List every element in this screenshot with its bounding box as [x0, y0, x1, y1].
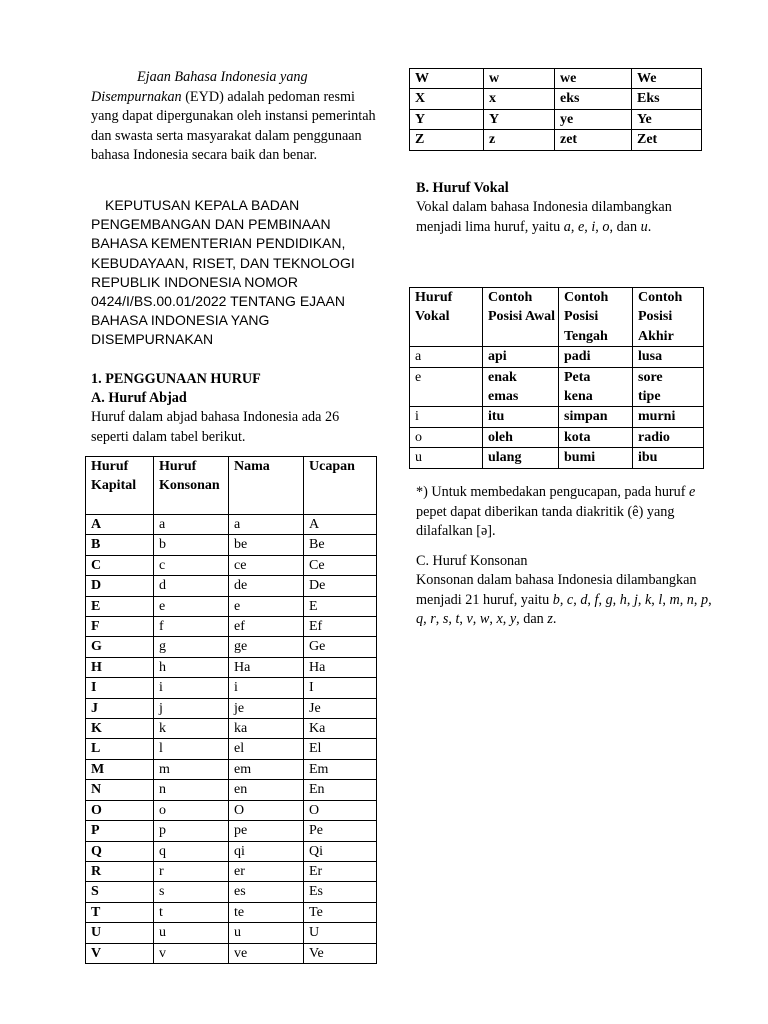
table-row: [86, 515, 377, 535]
letter: f: [594, 591, 599, 608]
table-cell: l: [154, 739, 229, 759]
section-b-heading: B. Huruf Vokal: [416, 180, 509, 196]
letter: n: [686, 591, 694, 608]
table-cell: te: [229, 902, 304, 922]
table-cell: O: [229, 800, 304, 820]
table-cell: i: [154, 678, 229, 698]
table-cell: e: [229, 596, 304, 616]
table-cell: e: [154, 596, 229, 616]
table-cell: Zet: [632, 130, 702, 150]
table-cell: V: [86, 943, 154, 963]
table-cell: api: [483, 347, 559, 367]
letter: j: [633, 591, 638, 608]
table-cell: o: [410, 427, 483, 447]
table-cell: ye: [555, 109, 632, 129]
table-cell: v: [154, 943, 229, 963]
table-cell: E: [304, 596, 377, 616]
table-cell: t: [154, 902, 229, 922]
table-cell: Ve: [304, 943, 377, 963]
table-row: [86, 698, 377, 718]
table-cell: h: [154, 657, 229, 677]
table-cell: padi: [559, 347, 633, 367]
table-cell: Er: [304, 861, 377, 881]
table-cell: g: [154, 637, 229, 657]
table-cell: Y: [484, 109, 555, 129]
table-cell: Q: [86, 841, 154, 861]
table-cell: n: [154, 780, 229, 800]
table-cell: B: [86, 535, 154, 555]
letter: i: [591, 218, 596, 235]
table-cell: q: [154, 841, 229, 861]
table-cell: b: [154, 535, 229, 555]
table-cell: S: [86, 882, 154, 902]
table-row: [86, 739, 377, 759]
table-cell: Ef: [304, 617, 377, 637]
intro-body: (EYD) adalah pedoman resmi yang dapat dipergunakan oleh instansi pemerintah dan swasta serta masyarakat dalam penggunaan bahasa Indonesia secara baik dan benar.: [91, 88, 376, 164]
letter: p: [700, 591, 709, 608]
table-row: [86, 678, 377, 698]
table-cell: ge: [229, 637, 304, 657]
table-row: [86, 902, 377, 922]
table-cell: be: [229, 535, 304, 555]
table-cell: Ge: [304, 637, 377, 657]
eyd-title: Ejaan Bahasa Indonesia yang Disempurnakan: [91, 69, 308, 105]
letter: u: [640, 218, 648, 235]
table-cell: a: [410, 347, 483, 367]
table-cell: C: [86, 555, 154, 575]
table-cell: Em: [304, 759, 377, 779]
table-cell: Qi: [304, 841, 377, 861]
table-cell: X: [410, 89, 484, 109]
column-header: Contoh Posisi Awal: [483, 288, 559, 347]
table-cell: je: [229, 698, 304, 718]
table-cell: O: [86, 800, 154, 820]
letter: a: [563, 218, 571, 235]
table-cell: J: [86, 698, 154, 718]
table-cell: Peta kena: [559, 367, 633, 407]
table-row: [86, 841, 377, 861]
letter: v: [466, 611, 473, 628]
table-cell: Te: [304, 902, 377, 922]
letter: s: [442, 611, 449, 628]
table-cell: we: [555, 69, 632, 89]
letter: d: [580, 591, 588, 608]
table-cell: el: [229, 739, 304, 759]
column-header: Ucapan: [304, 457, 377, 515]
table-cell: Je: [304, 698, 377, 718]
table-cell: ef: [229, 617, 304, 637]
table-cell: z: [484, 130, 555, 150]
table-cell: P: [86, 821, 154, 841]
letter: o: [602, 218, 610, 235]
table-cell: zet: [555, 130, 632, 150]
table-row: [86, 821, 377, 841]
table-cell: Be: [304, 535, 377, 555]
table-row: [86, 657, 377, 677]
table-cell: Es: [304, 882, 377, 902]
table-cell: pe: [229, 821, 304, 841]
section-b-text: Vokal dalam bahasa Indonesia dilambangkan menjadi lima huruf, yaitu a, e, i, o, dan u.: [416, 199, 672, 235]
table-row: [86, 923, 377, 943]
table-cell: L: [86, 739, 154, 759]
table-cell: W: [410, 69, 484, 89]
table-row: [86, 943, 377, 963]
table-row: [86, 759, 377, 779]
table-cell: Ha: [229, 657, 304, 677]
column-header: Contoh Posisi Akhir: [633, 288, 704, 347]
section-a-text: Huruf dalam abjad bahasa Indonesia ada 26 seperti dalam tabel berikut.: [91, 409, 340, 445]
letter: m: [669, 591, 680, 608]
table-cell: k: [154, 719, 229, 739]
table-cell: R: [86, 861, 154, 881]
table-cell: Ye: [632, 109, 702, 129]
table-cell: G: [86, 637, 154, 657]
table-cell: Ka: [304, 719, 377, 739]
table-cell: f: [154, 617, 229, 637]
table-row: [410, 347, 704, 367]
table-cell: murni: [633, 407, 704, 427]
table-row: [410, 89, 702, 109]
decree-title: [91, 196, 381, 350]
table-cell: r: [154, 861, 229, 881]
table-row: [410, 69, 702, 89]
table-cell: ce: [229, 555, 304, 575]
table-cell: x: [484, 89, 555, 109]
table-cell: E: [86, 596, 154, 616]
table-cell: El: [304, 739, 377, 759]
table-cell: K: [86, 719, 154, 739]
table-header-row: [86, 457, 377, 515]
table-cell: u: [154, 923, 229, 943]
table-row: [410, 109, 702, 129]
table-row: [86, 617, 377, 637]
table-cell: En: [304, 780, 377, 800]
letter: w: [479, 611, 490, 628]
letter: c: [566, 591, 574, 608]
table-cell: We: [632, 69, 702, 89]
letter: k: [644, 591, 652, 608]
table-cell: eks: [555, 89, 632, 109]
table-row: [410, 407, 704, 427]
table-row: [410, 367, 704, 407]
table-cell: I: [86, 678, 154, 698]
table-row: [410, 448, 704, 468]
table-cell: w: [484, 69, 555, 89]
vokal-table: [409, 287, 704, 469]
section-a-heading: A. Huruf Abjad: [91, 390, 187, 406]
table-row: [86, 780, 377, 800]
section-c-heading: C. Huruf Konsonan: [416, 553, 528, 569]
table-cell: a: [229, 515, 304, 535]
table-cell: m: [154, 759, 229, 779]
table-cell: D: [86, 576, 154, 596]
table-cell: en: [229, 780, 304, 800]
abjad-table: [85, 456, 377, 964]
table-row: [86, 861, 377, 881]
table-cell: er: [229, 861, 304, 881]
table-row: [410, 427, 704, 447]
letter: l: [658, 591, 663, 608]
table-cell: u: [410, 448, 483, 468]
column-header: Huruf Vokal: [410, 288, 483, 347]
table-cell: em: [229, 759, 304, 779]
table-row: [86, 535, 377, 555]
table-cell: u: [229, 923, 304, 943]
letter: e: [577, 218, 585, 235]
letter: b: [552, 591, 560, 608]
table-cell: i: [229, 678, 304, 698]
table-cell: U: [304, 923, 377, 943]
table-cell: I: [304, 678, 377, 698]
table-cell: o: [154, 800, 229, 820]
table-row: [86, 637, 377, 657]
table-cell: Z: [410, 130, 484, 150]
abjad-table-continued: [409, 68, 702, 151]
letter: g: [605, 591, 613, 608]
column-header: Huruf Kapital: [86, 457, 154, 515]
section-1-heading: 1. PENGGUNAAN HURUF: [91, 371, 261, 387]
table-cell: ibu: [633, 448, 704, 468]
column-header: Contoh Posisi Tengah: [559, 288, 633, 347]
table-cell: lusa: [633, 347, 704, 367]
table-row: [410, 130, 702, 150]
letter: h: [619, 591, 627, 608]
table-cell: e: [410, 367, 483, 407]
table-cell: radio: [633, 427, 704, 447]
table-cell: A: [86, 515, 154, 535]
table-cell: c: [154, 555, 229, 575]
table-cell: sore tipe: [633, 367, 704, 407]
table-cell: Ha: [304, 657, 377, 677]
table-cell: A: [304, 515, 377, 535]
table-cell: H: [86, 657, 154, 677]
table-cell: ka: [229, 719, 304, 739]
table-row: [86, 882, 377, 902]
table-row: [86, 596, 377, 616]
table-cell: Y: [410, 109, 484, 129]
table-cell: es: [229, 882, 304, 902]
table-cell: qi: [229, 841, 304, 861]
letter: q: [416, 611, 424, 628]
table-cell: T: [86, 902, 154, 922]
table-cell: F: [86, 617, 154, 637]
letter: z: [547, 611, 553, 628]
table-cell: De: [304, 576, 377, 596]
letter: y: [509, 611, 517, 628]
letter: x: [496, 611, 503, 628]
letter: t: [455, 611, 460, 628]
table-cell: i: [410, 407, 483, 427]
table-cell: O: [304, 800, 377, 820]
letter: r: [430, 611, 436, 628]
table-cell: ve: [229, 943, 304, 963]
table-cell: simpan: [559, 407, 633, 427]
decree-text: KEPUTUSAN KEPALA BADAN PENGEMBANGAN DAN PEMBINAAN BAHASA KEMENTERIAN PENDIDIKAN, KEBUDAYAAN, RISET, DAN TEKNOLOGI REPUBLIK INDONESIA NOMOR 0424/I/BS.00.01/2022 TENTANG EJAAN BAHASA INDONESIA YANG DISEMPURNAKAN: [91, 197, 355, 348]
table-cell: oleh: [483, 427, 559, 447]
table-cell: ulang: [483, 448, 559, 468]
table-cell: bumi: [559, 448, 633, 468]
table-cell: a: [154, 515, 229, 535]
table-cell: enak emas: [483, 367, 559, 407]
table-row: [86, 555, 377, 575]
pepet-note: *) Untuk membedakan pengucapan, pada huruf e pepet dapat diberikan tanda diakritik (ê) yang dilafalkan [ə].: [416, 484, 696, 540]
table-cell: j: [154, 698, 229, 718]
table-cell: Pe: [304, 821, 377, 841]
intro-paragraph: [91, 68, 381, 166]
table-cell: Eks: [632, 89, 702, 109]
table-row: [86, 800, 377, 820]
table-row: [86, 719, 377, 739]
column-header: Nama: [229, 457, 304, 515]
table-cell: itu: [483, 407, 559, 427]
table-cell: kota: [559, 427, 633, 447]
table-cell: Ce: [304, 555, 377, 575]
table-cell: d: [154, 576, 229, 596]
table-cell: U: [86, 923, 154, 943]
table-cell: de: [229, 576, 304, 596]
table-cell: M: [86, 759, 154, 779]
section-c-text: Konsonan dalam bahasa Indonesia dilambangkan menjadi 21 huruf, yaitu b, c, d, f, g, h, j, k, l, m, n, p, q, r, s, t, v, w, x, y, dan z.: [416, 572, 712, 628]
table-header-row: [410, 288, 704, 347]
table-cell: N: [86, 780, 154, 800]
table-cell: s: [154, 882, 229, 902]
table-row: [86, 576, 377, 596]
table-cell: p: [154, 821, 229, 841]
column-header: Huruf Konsonan: [154, 457, 229, 515]
